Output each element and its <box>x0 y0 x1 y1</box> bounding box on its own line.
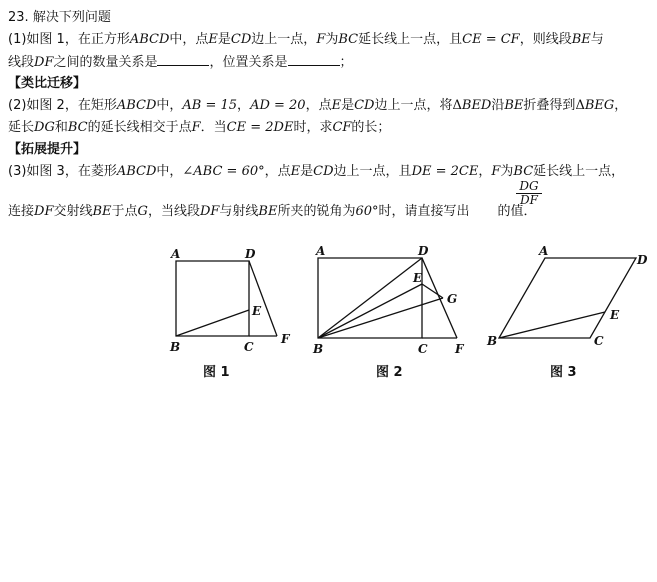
q1-math: CD <box>230 32 252 47</box>
q3-math: F <box>491 164 501 179</box>
q1-text: 为 <box>325 32 339 47</box>
q1-text: 是 <box>217 32 231 47</box>
q3-math: BE <box>92 204 112 219</box>
figure-3 <box>499 258 636 338</box>
fig3-label-e: E <box>610 308 620 322</box>
problem-title: 解决下列问题 <box>32 10 111 25</box>
problem-number: 23. <box>8 10 29 25</box>
fig1-caption: 图 1 <box>203 365 230 380</box>
q3-text: ， <box>478 164 492 179</box>
q2-text: ，点 <box>305 98 332 113</box>
fig3-label-a: A <box>539 244 549 258</box>
q2-math: AD = 20 <box>250 98 306 113</box>
q2-text: 的延长线相交于点 <box>87 120 192 135</box>
q1-text: (1)如图 1，在正方形 <box>8 32 130 47</box>
section-heading-extension: 【拓展提升】 <box>8 142 87 157</box>
fig1-segment-be <box>176 310 249 336</box>
q1-math: ABCD <box>129 32 170 47</box>
q1-text: ，则线段 <box>519 32 572 47</box>
q2-math: DG <box>34 120 55 135</box>
fig1-label-d: D <box>245 247 256 261</box>
q3-math: BE <box>258 204 278 219</box>
q2-math: F <box>191 120 201 135</box>
fig2-label-a: A <box>316 244 326 258</box>
q2-math: BC <box>67 120 88 135</box>
q3-text: ，当线段 <box>147 204 200 219</box>
q3-text: (3)如图 3，在菱形 <box>8 164 117 179</box>
fig2-segment-bd <box>318 258 422 338</box>
fig2-label-e: E <box>413 271 423 285</box>
q3-math: CD <box>313 164 334 179</box>
q2-text: 和 <box>54 120 68 135</box>
q2-math: CD <box>354 98 375 113</box>
q1-text: 延长线上一点，且 <box>358 32 463 47</box>
q3-text: 所夹的锐角为 <box>277 204 356 219</box>
fig1-square <box>176 261 249 336</box>
q2-text: 的长； <box>351 120 391 135</box>
fig3-label-c: C <box>594 334 604 348</box>
q3-text: 与射线 <box>219 204 259 219</box>
q1-text: 之间的数量关系是 <box>53 55 158 70</box>
q2-text: (2)如图 2，在矩形 <box>8 98 117 113</box>
q2-text: 沿 <box>491 98 505 113</box>
q3-math: 60° <box>355 204 379 219</box>
fig1-label-e: E <box>252 304 262 318</box>
q1-math: BE <box>571 32 591 47</box>
q1-text: 与 <box>590 32 604 47</box>
q2-text: 延长 <box>8 120 35 135</box>
q3-text: 是 <box>300 164 314 179</box>
fig2-label-g: G <box>447 292 458 306</box>
fraction-denominator: DF <box>520 193 538 207</box>
q1-text: 线段 <box>8 55 35 70</box>
q2-text: ．当 <box>200 120 227 135</box>
fig1-label-a: A <box>171 247 181 261</box>
q1-math: CE = CF <box>462 32 520 47</box>
fig1-label-f: F <box>281 332 290 346</box>
q3-text: 交射线 <box>53 204 93 219</box>
fig1-label-b: B <box>170 340 181 354</box>
figure-2 <box>318 258 457 338</box>
q3-math: ABCD <box>116 164 157 179</box>
q3-text: 中， <box>156 164 183 179</box>
q3-text: 延长线上一点， <box>533 164 625 179</box>
fig1-segment-df <box>249 261 277 336</box>
fig2-segment-eg <box>422 284 443 298</box>
q2-text: 时，求 <box>293 120 333 135</box>
q3-math: E <box>290 164 301 179</box>
q3-math: DE = 2CE <box>411 164 479 179</box>
fig3-rhombus <box>499 258 636 338</box>
q2-text: ， <box>614 98 628 113</box>
q2-math: Δ <box>575 98 585 113</box>
q2-math: BE <box>504 98 524 113</box>
q2-text: ， <box>237 98 251 113</box>
q3-text: 时，请直接写出 <box>378 204 470 219</box>
q3-math: G <box>137 204 148 219</box>
fig3-caption: 图 3 <box>550 365 577 380</box>
q2-math: CF <box>332 120 352 135</box>
q2-math: BEG <box>584 98 615 113</box>
fraction-numerator: DG <box>516 180 542 194</box>
q2-math: CE = 2DE <box>226 120 294 135</box>
fig2-caption: 图 2 <box>376 365 403 380</box>
section-heading-analogy: 【类比迁移】 <box>8 76 87 91</box>
fig3-segment-be <box>499 312 605 338</box>
q3-text: 于点 <box>111 204 138 219</box>
q1-text: ； <box>339 55 353 70</box>
q3-math: BC <box>513 164 534 179</box>
q1-math: DF <box>34 55 54 70</box>
q3-math: ∠ABC = 60° <box>182 164 265 179</box>
q2-math: ABCD <box>116 98 157 113</box>
q1-math: F <box>316 32 326 47</box>
fig2-label-f: F <box>455 342 464 356</box>
q2-text: 是 <box>341 98 355 113</box>
q3-text: 连接 <box>8 204 35 219</box>
fig2-segment-bg <box>318 298 443 338</box>
fig2-segment-be <box>318 284 422 338</box>
figure-1 <box>176 261 277 336</box>
fig2-label-c: C <box>418 342 428 356</box>
q1-text: ，位置关系是 <box>209 55 288 70</box>
q3-text: 的值． <box>497 204 537 219</box>
fig3-label-b: B <box>487 334 498 348</box>
q3-text: ，点 <box>264 164 291 179</box>
q1-math: BC <box>338 32 359 47</box>
fig3-label-d: D <box>637 253 648 267</box>
fig2-label-b: B <box>313 342 324 356</box>
q3-text: 边上一点，且 <box>333 164 412 179</box>
q2-text: 折叠得到 <box>523 98 576 113</box>
q1-math: E <box>208 32 218 47</box>
q2-text: 边上一点，将 <box>374 98 453 113</box>
q1-text: 中，点 <box>169 32 209 47</box>
q2-math: AB = 15 <box>182 98 238 113</box>
q2-math: Δ <box>452 98 462 113</box>
q2-math: BED <box>461 98 492 113</box>
q3-math: DF <box>34 204 54 219</box>
q1-text: 边上一点， <box>251 32 317 47</box>
q3-math: DF <box>199 204 220 219</box>
q2-math: E <box>331 98 342 113</box>
q2-text: 中， <box>156 98 183 113</box>
fig1-label-c: C <box>244 340 254 354</box>
q3-text: 为 <box>500 164 514 179</box>
fig2-label-d: D <box>418 244 429 258</box>
